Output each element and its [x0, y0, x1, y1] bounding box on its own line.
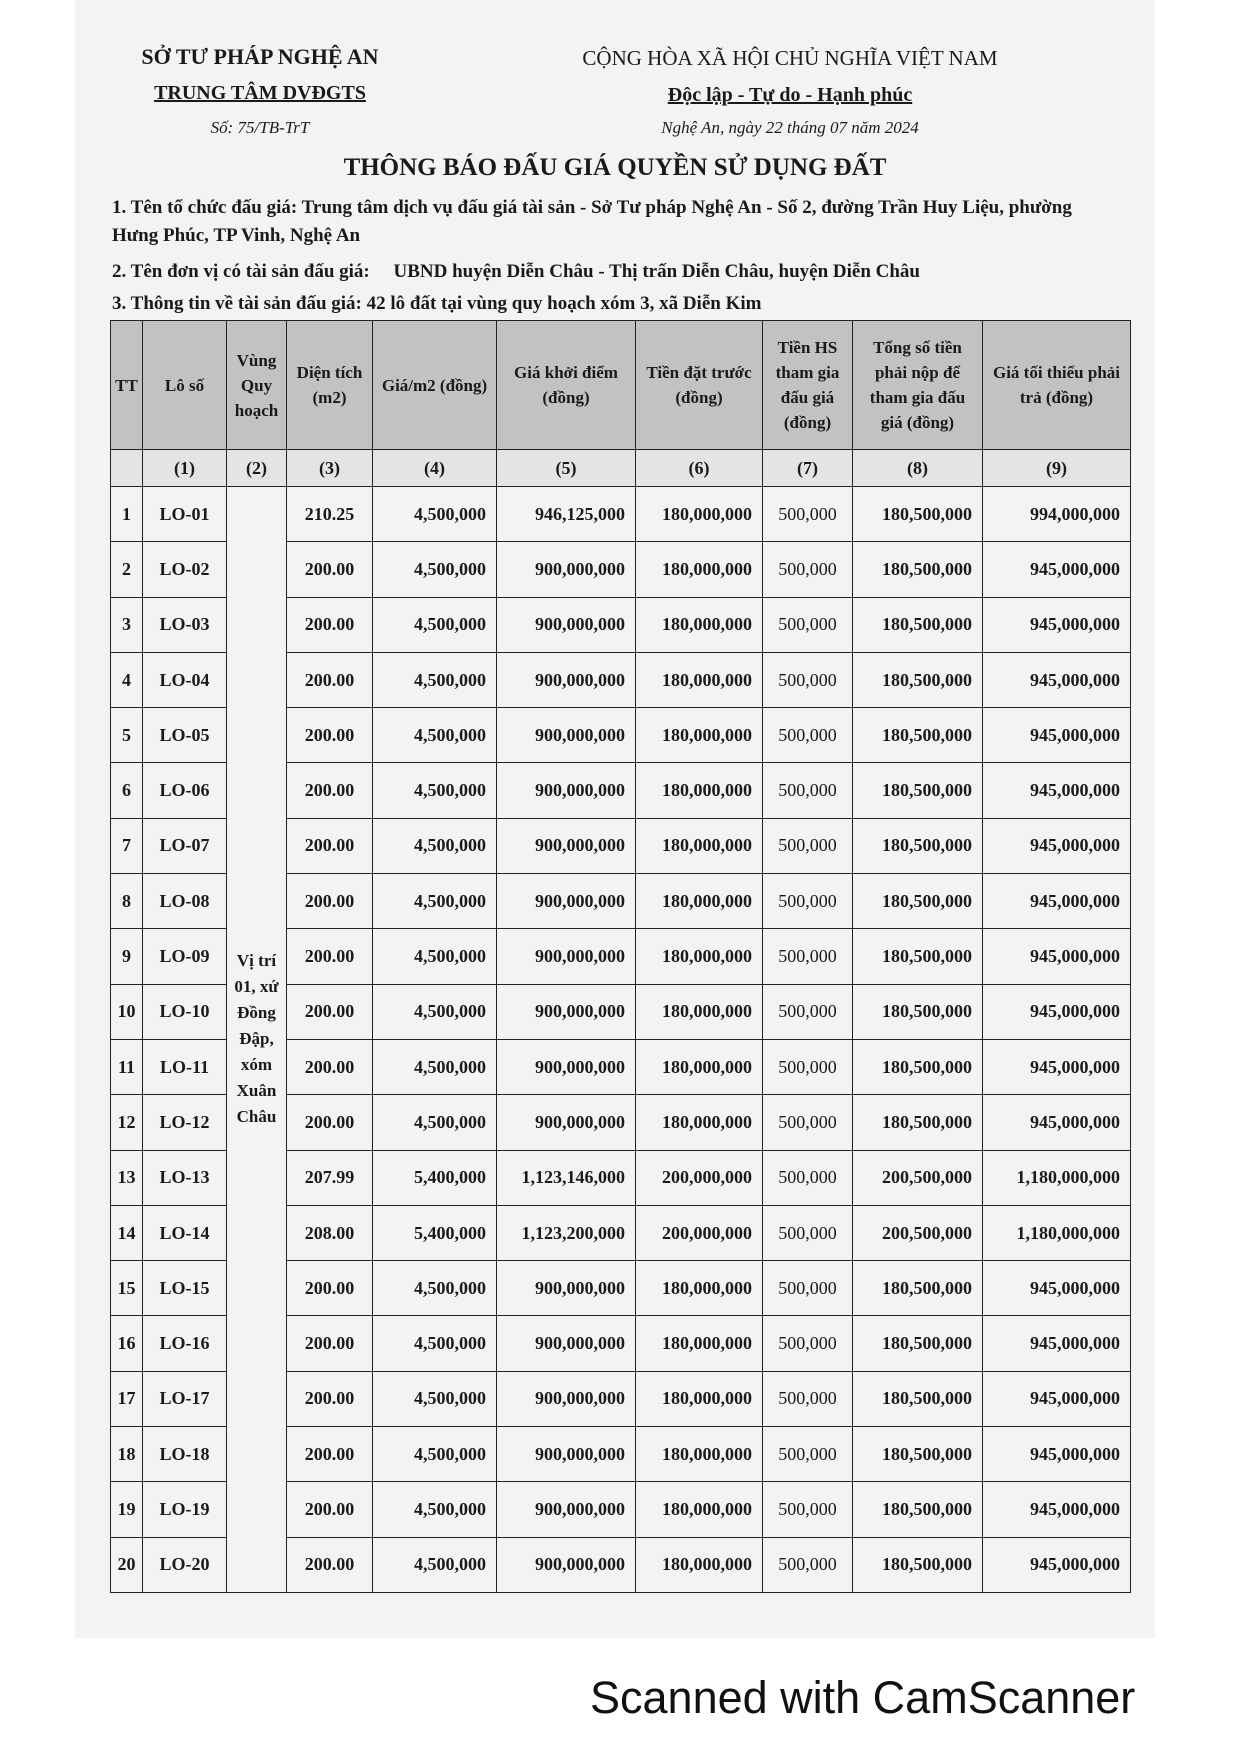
- cell-hs-fee: 500,000: [763, 542, 853, 597]
- cell-lot: LO-03: [143, 597, 227, 652]
- cell-tt: 18: [111, 1427, 143, 1482]
- column-header: Giá khởi điểm (đồng): [497, 321, 636, 450]
- cell-total-payable: 180,500,000: [853, 708, 983, 763]
- scanner-watermark: Scanned with CamScanner: [590, 1672, 1136, 1723]
- cell-lot: LO-19: [143, 1482, 227, 1537]
- cell-lot: LO-08: [143, 874, 227, 929]
- cell-deposit: 180,000,000: [636, 597, 763, 652]
- column-number: (6): [636, 450, 763, 487]
- cell-hs-fee: 500,000: [763, 1261, 853, 1316]
- cell-min-price: 945,000,000: [983, 874, 1131, 929]
- column-header: Vùng Quy hoạch: [227, 321, 287, 450]
- cell-min-price: 945,000,000: [983, 652, 1131, 707]
- column-number: (5): [497, 450, 636, 487]
- cell-hs-fee: 500,000: [763, 1482, 853, 1537]
- cell-area: 200.00: [287, 1039, 373, 1094]
- cell-deposit: 200,000,000: [636, 1205, 763, 1260]
- cell-deposit: 180,000,000: [636, 1095, 763, 1150]
- table-column-number-row: [111, 450, 1131, 487]
- cell-hs-fee: 500,000: [763, 1150, 853, 1205]
- cell-deposit: 180,000,000: [636, 874, 763, 929]
- cell-start-price: 900,000,000: [497, 1371, 636, 1426]
- cell-price-m2: 4,500,000: [373, 1316, 497, 1371]
- cell-tt: 4: [111, 652, 143, 707]
- cell-price-m2: 4,500,000: [373, 818, 497, 873]
- cell-total-payable: 180,500,000: [853, 487, 983, 542]
- cell-start-price: 900,000,000: [497, 597, 636, 652]
- cell-area: 200.00: [287, 542, 373, 597]
- cell-tt: 15: [111, 1261, 143, 1316]
- page-title: THÔNG BÁO ĐẤU GIÁ QUYỀN SỬ DỤNG ĐẤT: [343, 154, 887, 181]
- cell-tt: 16: [111, 1316, 143, 1371]
- cell-min-price: 945,000,000: [983, 708, 1131, 763]
- cell-start-price: 900,000,000: [497, 652, 636, 707]
- cell-price-m2: 4,500,000: [373, 984, 497, 1039]
- cell-deposit: 180,000,000: [636, 1427, 763, 1482]
- cell-total-payable: 180,500,000: [853, 763, 983, 818]
- cell-lot: LO-09: [143, 929, 227, 984]
- cell-area: 200.00: [287, 818, 373, 873]
- column-header: Tiền HS tham gia đấu giá (đồng): [763, 321, 853, 450]
- nation-title: CỘNG HÒA XÃ HỘI CHỦ NGHĨA VIỆT NAM: [582, 46, 998, 70]
- cell-start-price: 900,000,000: [497, 1095, 636, 1150]
- cell-price-m2: 4,500,000: [373, 487, 497, 542]
- cell-min-price: 945,000,000: [983, 763, 1131, 818]
- column-header: Giá/m2 (đồng): [373, 321, 497, 450]
- cell-lot: LO-16: [143, 1316, 227, 1371]
- column-number: (1): [143, 450, 227, 487]
- cell-deposit: 180,000,000: [636, 542, 763, 597]
- cell-start-price: 900,000,000: [497, 1427, 636, 1482]
- cell-start-price: 900,000,000: [497, 708, 636, 763]
- column-number: (2): [227, 450, 287, 487]
- cell-total-payable: 180,500,000: [853, 1537, 983, 1592]
- cell-tt: 13: [111, 1150, 143, 1205]
- cell-hs-fee: 500,000: [763, 1371, 853, 1426]
- column-number: (3): [287, 450, 373, 487]
- cell-hs-fee: 500,000: [763, 929, 853, 984]
- cell-area: 200.00: [287, 597, 373, 652]
- cell-tt: 17: [111, 1371, 143, 1426]
- cell-tt: 5: [111, 708, 143, 763]
- cell-start-price: 900,000,000: [497, 763, 636, 818]
- cell-deposit: 180,000,000: [636, 1316, 763, 1371]
- column-number: (9): [983, 450, 1131, 487]
- nation-motto: Độc lập - Tự do - Hạnh phúc: [667, 84, 913, 106]
- info-asset: 3. Thông tin về tài sản đấu giá: 42 lô đất tại vùng quy hoạch xóm 3, xã Diễn Kim: [112, 293, 762, 314]
- cell-price-m2: 4,500,000: [373, 1482, 497, 1537]
- column-header: Diện tích (m2): [287, 321, 373, 450]
- cell-tt: 8: [111, 874, 143, 929]
- cell-tt: 9: [111, 929, 143, 984]
- cell-price-m2: 4,500,000: [373, 652, 497, 707]
- cell-start-price: 900,000,000: [497, 1537, 636, 1592]
- cell-lot: LO-10: [143, 984, 227, 1039]
- cell-price-m2: 4,500,000: [373, 1427, 497, 1482]
- cell-area: 207.99: [287, 1150, 373, 1205]
- cell-tt: 7: [111, 818, 143, 873]
- cell-deposit: 180,000,000: [636, 984, 763, 1039]
- cell-price-m2: 5,400,000: [373, 1150, 497, 1205]
- column-number: [111, 450, 143, 487]
- org-unit: TRUNG TÂM DVĐGTS: [154, 82, 366, 104]
- cell-total-payable: 200,500,000: [853, 1150, 983, 1205]
- cell-area: 208.00: [287, 1205, 373, 1260]
- cell-area: 200.00: [287, 1316, 373, 1371]
- cell-lot: LO-07: [143, 818, 227, 873]
- info-organizer: 1. Tên tổ chức đấu giá: Trung tâm dịch vụ đấu giá tài sản - Sở Tư pháp Nghệ An - Số 2, đường Trần Huy Liệu, phường Hưng Phúc, TP Vinh, Nghệ An: [112, 197, 1072, 246]
- cell-total-payable: 180,500,000: [853, 1316, 983, 1371]
- cell-total-payable: 180,500,000: [853, 1261, 983, 1316]
- cell-area: 200.00: [287, 929, 373, 984]
- cell-area: 200.00: [287, 1261, 373, 1316]
- cell-lot: LO-05: [143, 708, 227, 763]
- cell-hs-fee: 500,000: [763, 487, 853, 542]
- cell-lot: LO-11: [143, 1039, 227, 1094]
- cell-start-price: 900,000,000: [497, 1482, 636, 1537]
- cell-total-payable: 180,500,000: [853, 1039, 983, 1094]
- cell-min-price: 994,000,000: [983, 487, 1131, 542]
- cell-deposit: 180,000,000: [636, 1371, 763, 1426]
- cell-start-price: 900,000,000: [497, 818, 636, 873]
- cell-price-m2: 4,500,000: [373, 1095, 497, 1150]
- cell-start-price: 900,000,000: [497, 929, 636, 984]
- cell-hs-fee: 500,000: [763, 1427, 853, 1482]
- cell-total-payable: 180,500,000: [853, 818, 983, 873]
- cell-lot: LO-15: [143, 1261, 227, 1316]
- cell-price-m2: 4,500,000: [373, 1537, 497, 1592]
- cell-total-payable: 180,500,000: [853, 1427, 983, 1482]
- cell-min-price: 945,000,000: [983, 1371, 1131, 1426]
- cell-min-price: 945,000,000: [983, 929, 1131, 984]
- cell-min-price: 1,180,000,000: [983, 1150, 1131, 1205]
- cell-start-price: 946,125,000: [497, 487, 636, 542]
- column-header: Lô số: [143, 321, 227, 450]
- cell-lot: LO-01: [143, 487, 227, 542]
- cell-hs-fee: 500,000: [763, 597, 853, 652]
- cell-hs-fee: 500,000: [763, 1095, 853, 1150]
- cell-price-m2: 4,500,000: [373, 597, 497, 652]
- cell-area: 200.00: [287, 652, 373, 707]
- column-number: (7): [763, 450, 853, 487]
- cell-area: 200.00: [287, 1482, 373, 1537]
- cell-hs-fee: 500,000: [763, 708, 853, 763]
- cell-start-price: 900,000,000: [497, 874, 636, 929]
- cell-start-price: 1,123,200,000: [497, 1205, 636, 1260]
- table-header-row: [111, 321, 1131, 450]
- cell-price-m2: 4,500,000: [373, 708, 497, 763]
- cell-area: 200.00: [287, 763, 373, 818]
- cell-tt: 14: [111, 1205, 143, 1260]
- column-number: (4): [373, 450, 497, 487]
- cell-deposit: 180,000,000: [636, 929, 763, 984]
- cell-deposit: 180,000,000: [636, 1039, 763, 1094]
- cell-total-payable: 180,500,000: [853, 597, 983, 652]
- cell-min-price: 945,000,000: [983, 597, 1131, 652]
- doc-number: Số: 75/TB-TrT: [210, 118, 310, 137]
- cell-min-price: 945,000,000: [983, 818, 1131, 873]
- cell-min-price: 945,000,000: [983, 1316, 1131, 1371]
- cell-area: 200.00: [287, 1371, 373, 1426]
- cell-price-m2: 4,500,000: [373, 1039, 497, 1094]
- cell-zone: Vị trí 01, xứ Đồng Đập, xóm Xuân Châu: [227, 487, 287, 1593]
- cell-start-price: 900,000,000: [497, 1261, 636, 1316]
- cell-area: 200.00: [287, 1537, 373, 1592]
- cell-tt: 3: [111, 597, 143, 652]
- cell-min-price: 945,000,000: [983, 1482, 1131, 1537]
- cell-deposit: 180,000,000: [636, 1537, 763, 1592]
- cell-start-price: 900,000,000: [497, 984, 636, 1039]
- cell-deposit: 180,000,000: [636, 1482, 763, 1537]
- cell-total-payable: 180,500,000: [853, 1482, 983, 1537]
- cell-tt: 12: [111, 1095, 143, 1150]
- cell-hs-fee: 500,000: [763, 1537, 853, 1592]
- cell-tt: 2: [111, 542, 143, 597]
- asset-table: [110, 320, 1131, 1593]
- cell-hs-fee: 500,000: [763, 984, 853, 1039]
- cell-lot: LO-18: [143, 1427, 227, 1482]
- column-header: Giá tối thiểu phải trả (đồng): [983, 321, 1131, 450]
- cell-total-payable: 180,500,000: [853, 542, 983, 597]
- cell-lot: LO-14: [143, 1205, 227, 1260]
- cell-start-price: 900,000,000: [497, 1039, 636, 1094]
- cell-tt: 10: [111, 984, 143, 1039]
- cell-lot: LO-12: [143, 1095, 227, 1150]
- cell-min-price: 1,180,000,000: [983, 1205, 1131, 1260]
- cell-price-m2: 4,500,000: [373, 542, 497, 597]
- cell-hs-fee: 500,000: [763, 1039, 853, 1094]
- cell-deposit: 180,000,000: [636, 487, 763, 542]
- cell-deposit: 180,000,000: [636, 1261, 763, 1316]
- cell-total-payable: 180,500,000: [853, 984, 983, 1039]
- cell-hs-fee: 500,000: [763, 1316, 853, 1371]
- cell-lot: LO-04: [143, 652, 227, 707]
- date-line: Nghệ An, ngày 22 tháng 07 năm 2024: [661, 118, 919, 137]
- cell-total-payable: 180,500,000: [853, 874, 983, 929]
- cell-hs-fee: 500,000: [763, 818, 853, 873]
- cell-total-payable: 180,500,000: [853, 929, 983, 984]
- column-header: Tổng số tiền phải nộp để tham gia đấu giá (đồng): [853, 321, 983, 450]
- cell-price-m2: 4,500,000: [373, 1261, 497, 1316]
- cell-deposit: 180,000,000: [636, 763, 763, 818]
- cell-hs-fee: 500,000: [763, 1205, 853, 1260]
- cell-deposit: 180,000,000: [636, 818, 763, 873]
- cell-tt: 1: [111, 487, 143, 542]
- cell-min-price: 945,000,000: [983, 542, 1131, 597]
- cell-total-payable: 180,500,000: [853, 1371, 983, 1426]
- table-row: [111, 487, 1131, 542]
- cell-area: 200.00: [287, 708, 373, 763]
- cell-total-payable: 200,500,000: [853, 1205, 983, 1260]
- cell-min-price: 945,000,000: [983, 1427, 1131, 1482]
- cell-hs-fee: 500,000: [763, 874, 853, 929]
- column-header: TT: [111, 321, 143, 450]
- cell-price-m2: 4,500,000: [373, 874, 497, 929]
- cell-min-price: 945,000,000: [983, 1537, 1131, 1592]
- cell-tt: 6: [111, 763, 143, 818]
- cell-area: 200.00: [287, 1427, 373, 1482]
- cell-tt: 20: [111, 1537, 143, 1592]
- cell-start-price: 900,000,000: [497, 1316, 636, 1371]
- cell-lot: LO-20: [143, 1537, 227, 1592]
- cell-tt: 11: [111, 1039, 143, 1094]
- column-number: (8): [853, 450, 983, 487]
- cell-lot: LO-13: [143, 1150, 227, 1205]
- info-owner: 2. Tên đơn vị có tài sản đấu giá: UBND huyện Diễn Châu - Thị trấn Diễn Châu, huyện Diễn Châu: [112, 261, 921, 282]
- cell-total-payable: 180,500,000: [853, 652, 983, 707]
- cell-lot: LO-17: [143, 1371, 227, 1426]
- cell-start-price: 1,123,146,000: [497, 1150, 636, 1205]
- cell-area: 200.00: [287, 984, 373, 1039]
- org-name: SỞ TƯ PHÁP NGHỆ AN: [141, 44, 379, 69]
- cell-area: 210.25: [287, 487, 373, 542]
- cell-hs-fee: 500,000: [763, 763, 853, 818]
- cell-start-price: 900,000,000: [497, 542, 636, 597]
- cell-deposit: 180,000,000: [636, 708, 763, 763]
- cell-price-m2: 4,500,000: [373, 929, 497, 984]
- cell-price-m2: 5,400,000: [373, 1205, 497, 1260]
- column-header: Tiền đặt trước (đồng): [636, 321, 763, 450]
- cell-min-price: 945,000,000: [983, 1261, 1131, 1316]
- cell-area: 200.00: [287, 1095, 373, 1150]
- cell-price-m2: 4,500,000: [373, 1371, 497, 1426]
- cell-price-m2: 4,500,000: [373, 763, 497, 818]
- cell-min-price: 945,000,000: [983, 1039, 1131, 1094]
- cell-hs-fee: 500,000: [763, 652, 853, 707]
- cell-lot: LO-06: [143, 763, 227, 818]
- cell-deposit: 200,000,000: [636, 1150, 763, 1205]
- cell-lot: LO-02: [143, 542, 227, 597]
- cell-deposit: 180,000,000: [636, 652, 763, 707]
- cell-min-price: 945,000,000: [983, 1095, 1131, 1150]
- cell-total-payable: 180,500,000: [853, 1095, 983, 1150]
- cell-min-price: 945,000,000: [983, 984, 1131, 1039]
- cell-tt: 19: [111, 1482, 143, 1537]
- cell-area: 200.00: [287, 874, 373, 929]
